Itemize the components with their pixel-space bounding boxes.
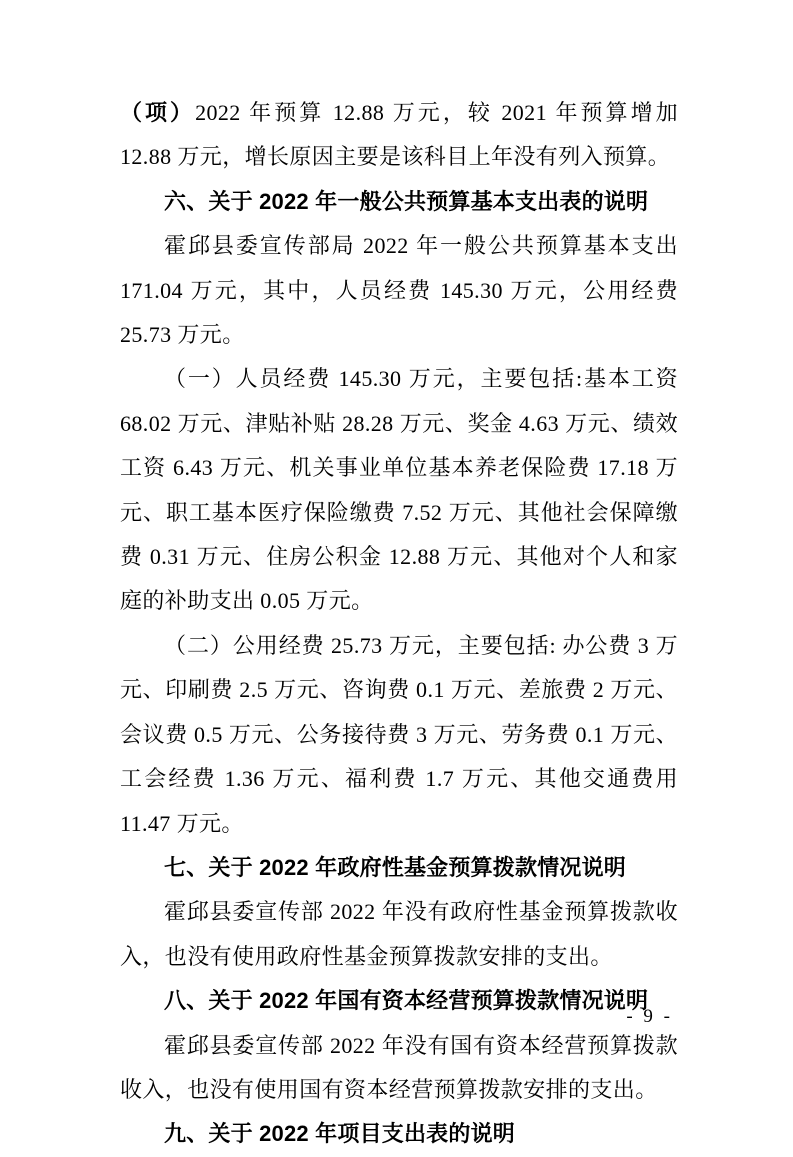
page-number: - 9 - <box>626 1006 673 1027</box>
section-heading-8: 八、关于 2022 年国有资本经营预算拨款情况说明 <box>164 988 649 1014</box>
paragraph-text: 2022 年预算 12.88 万元，较 2021 年预算增加 12.88 万元，增长原因主要是该科目上年没有列入预算。 <box>120 100 678 170</box>
account-item-label: （项） <box>120 100 196 125</box>
paragraph-continuation <box>120 91 678 180</box>
paragraph-public-expenses: （二）公用经费 25.73 万元，主要包括: 办公费 3 万元、印刷费 2.5 万元、咨询费 0.1 万元、差旅费 2 万元、会议费 0.5 万元、公务接待费 3 万元、劳务费 0.1 万元、工会经费 1.36 万元、福利费 1.7 万元、其他交通费用 11.47 万元。 <box>120 632 678 836</box>
paragraph-basic-expenditure-summary: 霍邱县委宣传部局 2022 年一般公共预算基本支出 171.04 万元，其中，人员经费 145.30 万元，公用经费 25.73 万元。 <box>120 233 678 348</box>
paragraph-government-fund: 霍邱县委宣传部 2022 年没有政府性基金预算拨款收入，也没有使用政府性基金预算拨款安排的支出。 <box>120 899 678 969</box>
paragraph-state-capital: 霍邱县委宣传部 2022 年没有国有资本经营预算拨款收入，也没有使用国有资本经营预算拨款安排的支出。 <box>120 1032 678 1102</box>
section-heading-7: 七、关于 2022 年政府性基金预算拨款情况说明 <box>164 854 626 880</box>
section-heading-6: 六、关于 2022 年一般公共预算基本支出表的说明 <box>164 188 649 214</box>
section-heading-9: 九、关于 2022 年项目支出表的说明 <box>164 1121 515 1147</box>
paragraph-personnel-expenses: （一）人员经费 145.30 万元，主要包括:基本工资 68.02 万元、津贴补贴 28.28 万元、奖金 4.63 万元、绩效工资 6.43 万元、机关事业单位基本养老保险费 17.18 万元、职工基本医疗保险缴费 7.52 万元、其他社会保障缴费 0.31 万元、住房公积金 12.88 万元、其他对个人和家庭的补助支出 0.05 万元。 <box>120 366 678 614</box>
document-body <box>120 91 678 1157</box>
